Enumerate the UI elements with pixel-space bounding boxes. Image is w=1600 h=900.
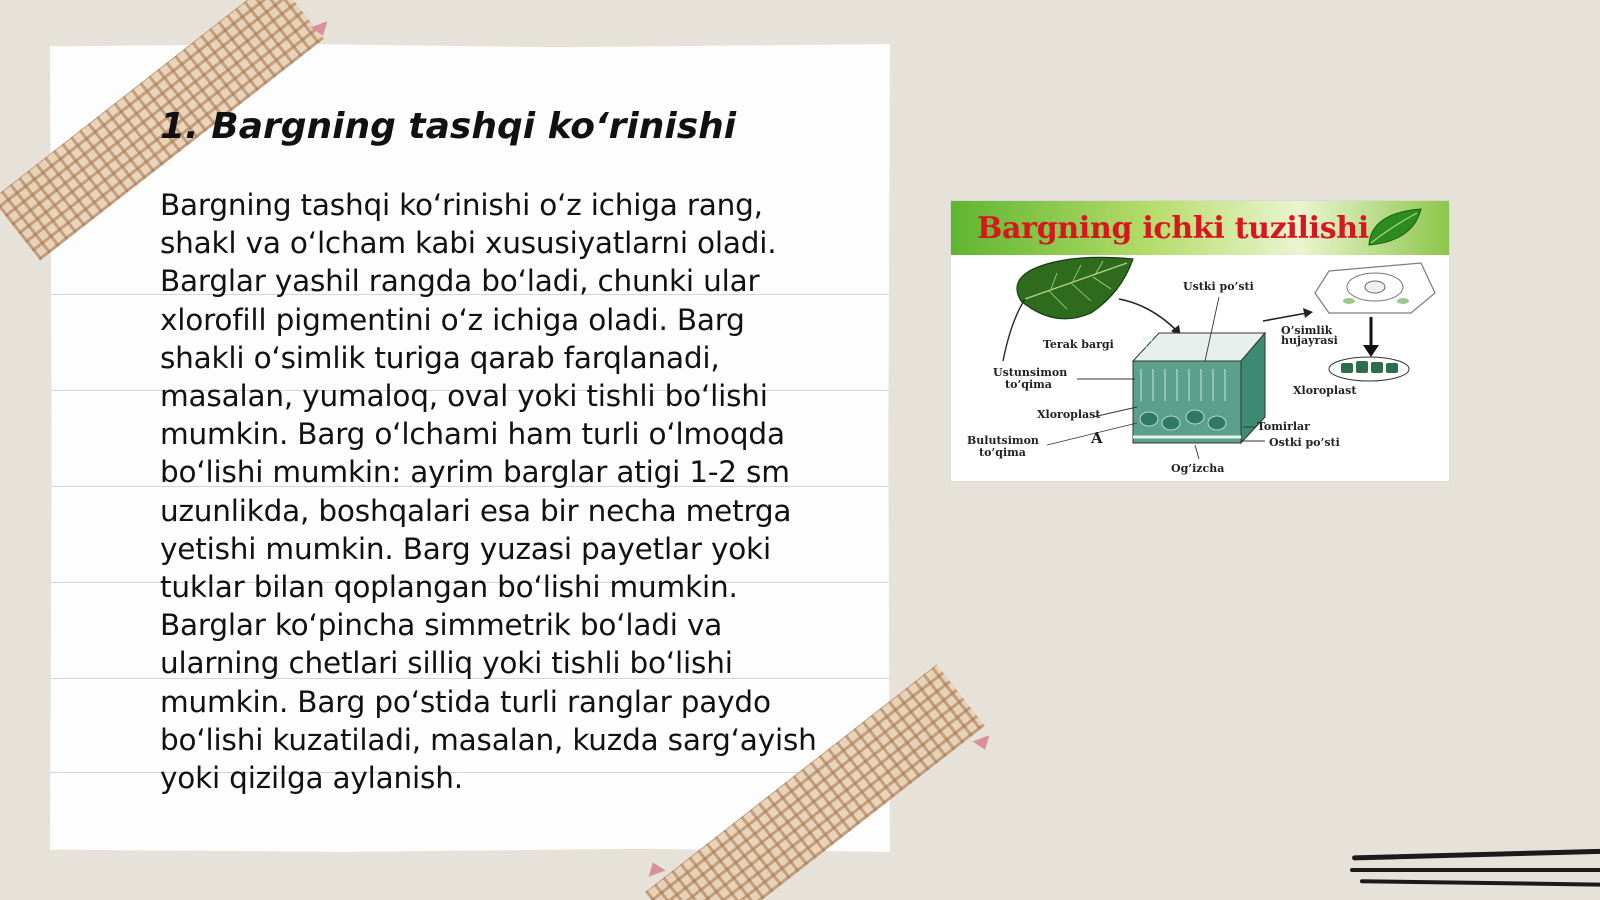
label-osimlik-hujayrasi-1: O’simlik — [1281, 324, 1333, 337]
label-bulutsimon-1: Bulutsimon — [967, 434, 1039, 447]
leaf-structure-figure — [950, 200, 1450, 482]
chloroplast-illustration — [1329, 357, 1409, 381]
plant-cell-illustration — [1315, 263, 1435, 313]
label-bulutsimon-2: to’qima — [979, 446, 1026, 459]
tape-tip-bottom-right — [972, 735, 993, 752]
label-xloroplast-left: Xloroplast — [1037, 408, 1101, 421]
leaf-cross-section-block — [1133, 333, 1265, 443]
brush-stroke-decoration — [1352, 849, 1600, 861]
slide-body-text: Bargning tashqi ko‘rinishi o‘z ichiga rang, shakl va o‘lcham kabi xususiyatlarni oladi. Barglar yashil rangda bo‘ladi, chunki ular xlorofill pigmentini o‘z ichiga oladi. Barg shakli o‘simlik turiga qarab farqlanadi, masalan, yumaloq, oval yoki tishli bo‘lishi mumkin. Barg o‘lchami ham turli o‘lmoqda bo‘lishi mumkin: ayrim barglar atigi 1-2 sm uzunlikda, boshqalari esa bir necha metrga yetishi mumkin. Barg yuzasi payetlar yoki tuklar bilan qoplangan bo‘lishi mumkin. Barglar ko‘pincha simmetrik bo‘ladi va ularning chetlari silliq yoki tishli bo‘lishi mumkin. Barg po‘stida turli ranglar paydo bo‘lishi kuzatiladi, masalan, kuzda sarg‘ayish yoki qizilga aylanish. — [160, 188, 817, 796]
tape-tip-top — [310, 21, 331, 38]
tape-tip-bottom-left — [644, 859, 665, 876]
label-letter-a: A — [1091, 429, 1103, 447]
leaf-icon — [1369, 209, 1421, 245]
label-ustunsimon-1: Ustunsimon — [993, 366, 1068, 379]
label-osimlik-hujayrasi-2: hujayrasi — [1281, 334, 1338, 347]
label-xloroplast-right: Xloroplast — [1293, 384, 1357, 397]
label-ogizcha: Og’izcha — [1171, 462, 1225, 475]
label-terak-bargi: Terak bargi — [1043, 338, 1114, 351]
figure-title: Bargning ichki tuzilishi — [977, 211, 1369, 246]
brush-stroke-decoration — [1360, 879, 1600, 886]
brush-stroke-decoration — [1350, 868, 1600, 872]
label-ostki-posti: Ostki po’sti — [1269, 436, 1340, 449]
label-tomirlar: Tomirlar — [1257, 420, 1310, 433]
label-ustunsimon-2: to’qima — [1005, 378, 1052, 391]
label-ustki-posti: Ustki po’sti — [1183, 280, 1254, 293]
slide-title: 1. Bargning tashqi ko‘rinishi — [160, 106, 737, 147]
